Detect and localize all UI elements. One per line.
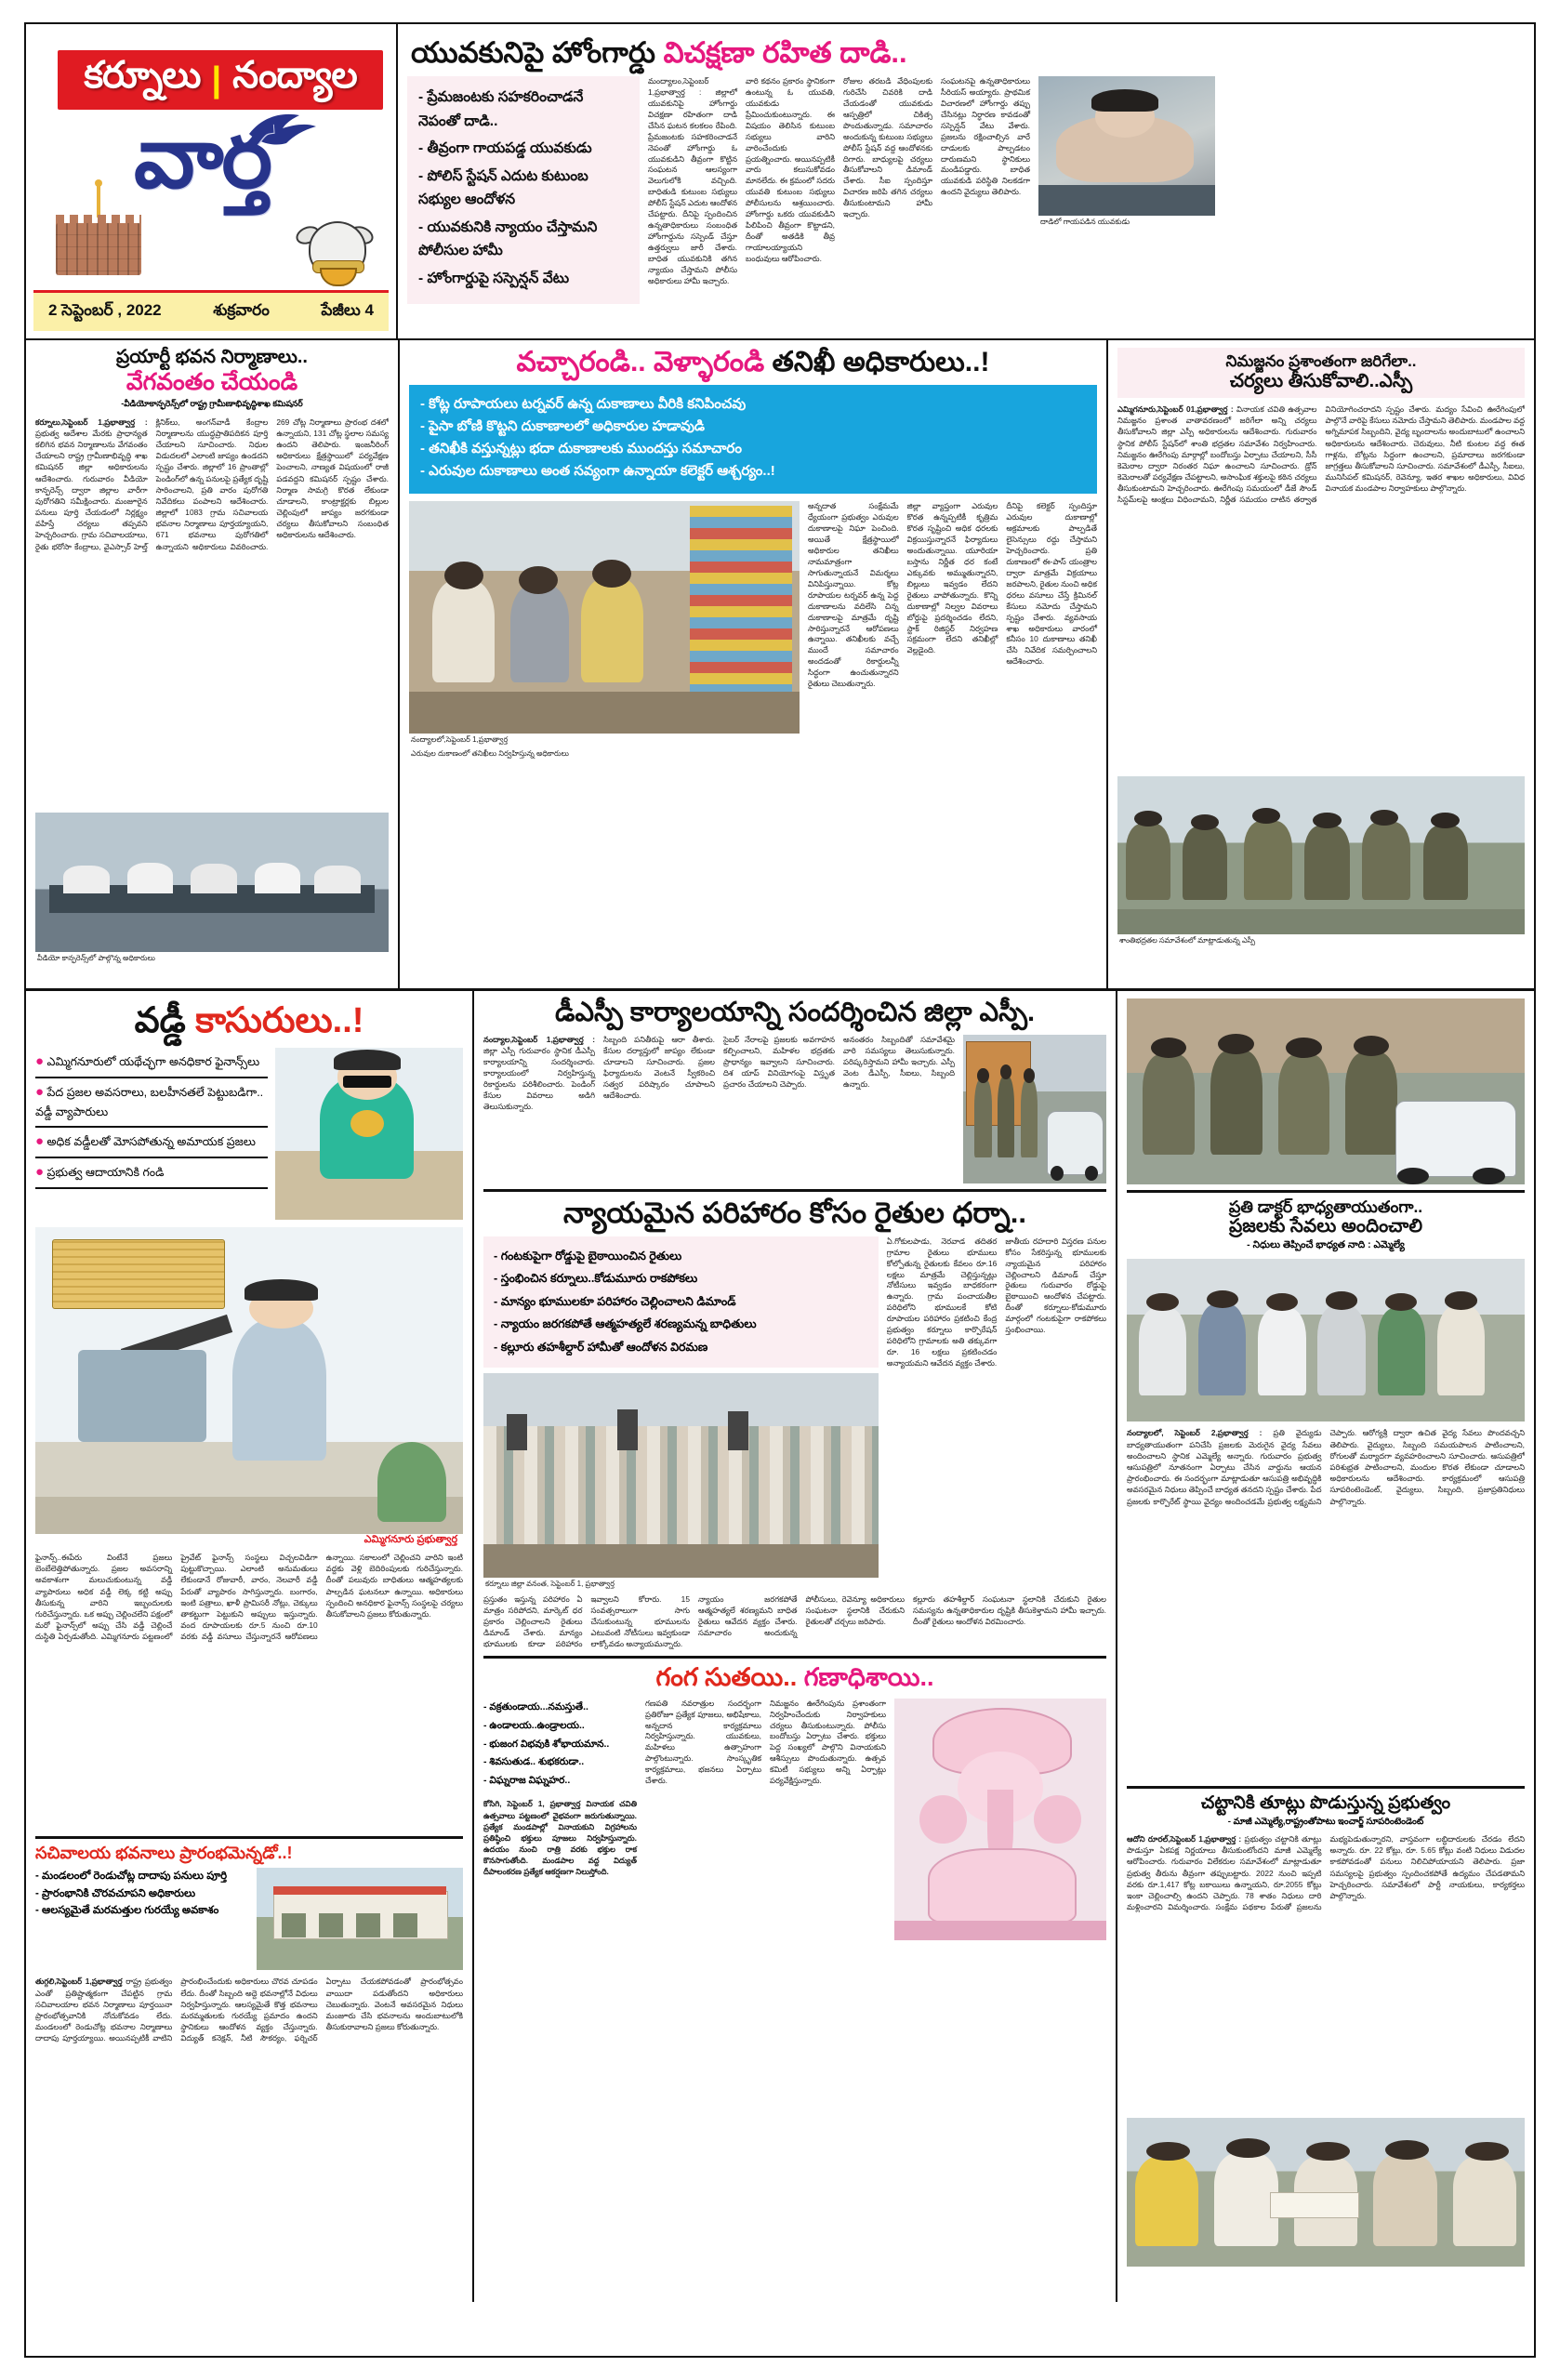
left-column-lower <box>26 991 472 2302</box>
center-headline-part2: తనిఖీ అధికారులు..! <box>772 347 990 377</box>
left-kicker: ప్రయార్టీ భవన నిర్మాణాలు.. <box>116 347 308 367</box>
center-bullet: - కోట్ల రూపాయలు టర్నవర్ ఉన్న దుకాణాలు వీరికి కనిపించవు <box>420 396 747 413</box>
dsp-col-3: సైబర్ నేరాలపై ప్రజలకు అవగాహన కల్పించాలని, మహిళల భద్రతకు ప్రాధాన్యం ఇవ్వాలని సూచించారు. దిశ యాప్ వినియోగంపై విస్తృత ప్రచారం చేయాలని చెప్పారు. <box>723 1035 835 1089</box>
ganga-col-3: నిమజ్జనం ఊరేగింపును ప్రశాంతంగా నిర్వహించేందుకు నిర్వాహకులు చర్యలు తీసుకుంటున్నారు. పోలీసు బందోబస్తు ఏర్పాటు చేశారు. భక్తులు పెద్ద సంఖ్యలో పాల్గొని వినాయకుని ఆశీస్సులు పొందుతున్నారు. ఉత్సవ కమిటీ సభ్యులు అన్ని ఏర్పాట్లు పర్యవేక్షిస్తున్నారు. <box>770 1698 886 1786</box>
divider <box>483 1656 1106 1659</box>
lead-bullet: - తీవ్రంగా గాయపడ్డ యువకుడు <box>418 140 592 157</box>
dsp-col-2: సిబ్బంది పనితీరుపై ఆరా తీశారు. కేసుల దర్యాప్తులో జాప్యం లేకుండా చూడాలని సూచించారు. ప్రజల ఫిర్యాదులను వెంటనే స్వీకరించి సత్వర పరిష్కారం చూపాలని ఆదేశించారు. <box>603 1035 715 1100</box>
law-photo <box>1127 2118 1525 2267</box>
page-count: పేజీలు 4 <box>321 300 374 319</box>
doctor-subhead: - నిధులు తెప్పించే భాధ్యత నాది : ఎమ్మెల్యే <box>1247 1239 1405 1251</box>
center-col-3: దీనిపై కలెక్టర్ స్పందిస్తూ ఎరువుల దుకాణాల్లో అక్రమాలకు పాల్పడితే లైసెన్సులు రద్దు చేస్తామని హెచ్చరించారు. ప్రతి దుకాణంలో ఈ-పాస్ యంత్రాల ద్వారా మాత్రమే విక్రయాలు జరపాలని, రైతుల నుంచి అధిక ధరలు వసూలు చేస్తే క్రిమినల్ కేసులు నమోదు చేస్తామని స్పష్టం చేశారు. వ్యవసాయ శాఖ అధికారులు వారంలో కనీసం 10 దుకాణాలు తనిఖీ చేసి నివేదిక సమర్పించాలని ఆదేశించారు. <box>1006 501 1097 667</box>
farmers-col-2: ప్రస్తుతం ఇస్తున్న పరిహారం ఏ మాత్రం సరిపోదని, మార్కెట్ ధర ప్రకారం చెల్లించాలని రైతులు డిమాండ్ చేశారు. మాన్యం భూములకు కూడా పరిహారం ఇవ్వాలని కోరారు. 15 సంవత్సరాలుగా సాగు చేసుకుంటున్న భూములను ఎటువంటి నోటీసులు ఇవ్వకుండా లాక్కోవడం అన్యాయమన్నారు. <box>483 1593 690 1648</box>
farmers-bullet: - కల్లూరు తహశీల్దార్ హామీతో ఆందోళన విరమణ <box>494 1340 708 1354</box>
lead-col-4: సంఘటనపై ఉన్నతాధికారులు సీరియస్ అయ్యారు. ప్రాథమిక విచారణలో హోంగార్డు తప్పు చేసినట్లు నిర్ధారణ కావడంతో సస్పెన్షన్ వేటు వేశారు. ప్రజలను రక్షించాల్సిన వారే దాడులకు పాల్పడటం దారుణమని స్థానికులు మండిపడ్డారు. బాధిత యువకుడి పరిస్థితి నిలకడగా ఉందని వైద్యులు తెలిపారు. <box>941 76 1030 197</box>
dsp-col-4: అనంతరం సిబ్బందితో సమావేశమై వారి సమస్యలు తెలుసుకున్నారు. పరిష్కరిస్తామని హామీ ఇచ్చారు. ఎస్పీ వెంట డీఎస్పీ, సీఐలు, సిబ్బంది ఉన్నారు. <box>843 1035 955 1089</box>
ganga-col-2: గణపతి నవరాత్రుల సందర్భంగా ప్రతిరోజూ ప్రత్యేక పూజలు, అభిషేకాలు, అన్నదాన కార్యక్రమాలు నిర్వహిస్తున్నారు. యువకులు, మహిళలు ఉత్సాహంగా పాల్గొంటున్నారు. సాంస్కృతిక కార్యక్రమాలు, భజనలు ఏర్పాటు చేశారు. <box>645 1698 761 1786</box>
interest-bullet-row: ● పేద ప్రజల అవసరాలు, బలహీనతలే పెట్టుబడిగా.. వడ్డీ వ్యాపారులు <box>35 1078 268 1128</box>
inspection-story <box>400 340 1106 988</box>
farmers-bullet-box <box>483 1236 879 1368</box>
left-body-text: ప్రభుత్వ ఆదేశాల మేరకు ప్రాధాన్యత కలిగిన భవన నిర్మాణాలను వేగవంతం చేయాలని రాష్ట్ర గ్రామీణాభివృద్ధి శాఖ కమిషనర్ జిల్లా అధికారులను ఆదేశించారు. గురువారం వీడియో కాన్ఫరెన్స్ ద్వారా జిల్లాల వారీగా పురోగతిని సమీక్షించారు. మంజూరైన పనులు పూర్తి చేయడంలో నిర్లక్ష్యం వహిస్తే చర్యలు తప్పవని హెచ్చరించారు. గ్రామ సచివాలయాలు, రైతు భరోసా కేంద్రాలు, వైఎస్సార్ హెల్త్ క్లినిక్‌లు, అంగన్‌వాడీ కేంద్రాల నిర్మాణాలను యుద్ధప్రాతిపదికన పూర్తి చేయాలని సూచించారు. నిధుల విడుదలలో ఎలాంటి జాప్యం ఉండదని స్పష్టం చేశారు. జిల్లాలో 16 ప్రాంతాల్లో పెండింగ్‌లో ఉన్న పనులపై ప్రత్యేక దృష్టి సారించాలని, ప్రతి వారం పురోగతి నివేదికలు పంపాలని ఆదేశించారు. జిల్లాలో 1083 గ్రామ సచివాలయ భవనాల నిర్మాణాలు పూర్తయ్యాయని, 671 భవనాలు పురోగతిలో ఉన్నాయని అధికారులు వివరించారు. 269 చోట్ల నిర్మాణాలు ప్రారంభ దశలో ఉన్నాయని, 131 చోట్ల స్థలాల సమస్య ఉందని తెలిపారు. ఇంజనీరింగ్ అధికారులు క్షేత్రస్థాయిలో పర్యవేక్షణ పెంచాలని, నాణ్యత విషయంలో రాజీ పడవద్దని కమిషనర్ స్పష్టం చేశారు. నిర్మాణ సామగ్రి కొరత లేకుండా చూడాలని, కాంట్రాక్టర్లకు బిల్లుల చెల్లింపులో జాప్యం జరగకుండా చర్యలు తీసుకోవాలని సంబంధిత అధికారులను ఆదేశించారు. <box>35 416 389 551</box>
lead-col-3: రోజుల తరబడి వేధింపులకు గురిచేసి చివరికి దాడి చేయడంతో యువకుడు ఆస్పత్రిలో చికిత్స పొందుతున్నాడు. సమాచారం అందుకున్న కుటుంబ సభ్యులు పోలీస్ స్టేషన్ వద్ద ఆందోళనకు దిగారు. బాధ్యులపై చర్యలు తీసుకోవాలని డిమాండ్ చేశారు. సీఐ స్పందిస్తూ విచారణ జరిపి తగిన చర్యలు తీసుకుంటామని హామీ ఇచ్చారు. <box>843 76 932 219</box>
lead-bullet-box <box>407 76 640 304</box>
farmers-photo-caption: కర్నూలు జిల్లా వనంత, సెప్టెంబర్ 1, ప్రభాత్వార్త <box>485 1579 615 1588</box>
farmers-side-col: ఏ.గోకులపాడు, నెరవాడ తదితర గ్రామాల రైతులు భూములు కోల్పోతున్న రైతులకు కేవలం రూ.16 లక్షలు మాత్రమే చెల్లిస్తున్నట్లు నోటీసులు ఇవ్వడం బాధకరంగా ఉన్నారు. గ్రామ పంచాయతీల పరిధిలోని భూములకే కోటి రూపాయల పరిహారం ప్రకటించి కేంద్ర ప్రభుత్వం కర్నూలు కార్పొరేషన్ పరిధిలోని గ్రామాలకు అతి తక్కువగా రూ. 16 లక్షలు ప్రకటించడం అన్యాయమని ఆవేదన వ్యక్తం చేశారు. <box>886 1236 998 1368</box>
issue-date: 2 సెప్టెంబర్ , 2022 <box>48 300 162 319</box>
masthead-wordmark-area <box>32 110 390 296</box>
interest-body: ఫైనాన్స్..ఈపేరు వింటేనే ప్రజలు బెంబేలెత్తిపోతున్నారు. ప్రజల అవసరాన్ని అవకాశంగా మలుచుకుంటున్న వడ్డీ వ్యాపారులు అధిక వడ్డీ లెక్క కట్టి అప్పు తీసుకున్న వారిని ఇబ్బందులకు గురిచేస్తున్నారు. ఒక అప్పు చెల్లించలేని పక్షంలో మరో ఫైనాన్స్‌లో అప్పు చేసి వడ్డీ చెల్లించే దుస్థితి ఏర్పడుతోంది. ఎమ్మిగనూరు పట్టణంలో ప్రైవేట్ ఫైనాన్స్ సంస్థలు విచ్చలవిడిగా పుట్టుకొచ్చాయి. ఎలాంటి అనుమతులు లేకుండానే రోజువారీ, వారం, నెలవారీ వడ్డీ పేరుతో వ్యాపారం సాగిస్తున్నారు. బంగారం, ఇంటి పత్రాలు, ఖాళీ ప్రామిసరీ నోట్లు, చెక్కులు తాకట్టుగా పెట్టుకుని అప్పులు ఇస్తున్నారు. వంద రూపాయలకు రూ.5 నుంచి రూ.10 వరకు వడ్డీ వసూలు చేస్తున్నారనే ఆరోపణలు ఉన్నాయి. సకాలంలో చెల్లించని వారిని ఇంటి వద్దకు వెళ్లి బెదిరింపులకు గురిచేస్తున్నారు. దీంతో పలువురు బాధితులు ఆత్మహత్యలకు పాల్పడిన ఘటనలూ ఉన్నాయి. అధికారులు స్పందించి అనధికార ఫైనాన్స్ సంస్థలపై చర్యలు తీసుకోవాలని ప్రజలు కోరుతున్నారు. <box>35 1553 463 1642</box>
ganga-dateline: కోసిగి, సెప్టెంబర్ 1, ప్రభాత్వార్త <box>483 1799 581 1809</box>
doctor-photo <box>1127 1259 1525 1421</box>
doctor-kicker: ప్రతి డాక్టర్ భాధ్యతాయుతంగా.. <box>1228 1197 1423 1216</box>
doctor-headline: ప్రజలకు సేవలు అందించాలి <box>1229 1215 1422 1236</box>
farmers-col-4: కల్లూరు తహశీల్దార్ సంఘటనా స్థలానికి చేరుకుని రైతుల సమస్యను ఉన్నతాధికారుల దృష్టికి తీసుకెళ్తామని హామీ ఇచ్చారు. దీంతో రైతులు ఆందోళన విరమించారు. <box>913 1593 1106 1626</box>
sp-visit-photo <box>1127 998 1525 1184</box>
masthead-branding <box>26 24 398 338</box>
dateline-bar <box>33 290 389 331</box>
dsp-dateline: నంద్యాల,సెప్టెంబర్ 1,ప్రభాత్వార్త : <box>483 1035 595 1045</box>
divider <box>1127 1786 1525 1789</box>
right-dateline: ఎమ్మిగనూరు,సెప్టెంబర్ 01,ప్రభాత్వార్త : <box>1117 403 1234 414</box>
left-subhead: -వీడియోకాన్ఫరెన్స్‌లో రాష్ట్ర గ్రామీణాభివృద్ధిశాఖ కమిషనర్ <box>121 398 303 408</box>
farmers-headline: న్యాయమైన పరిహారం కోసం రైతుల ధర్నా.. <box>563 1197 1026 1230</box>
interest-cartoon <box>35 1227 463 1534</box>
dsp-photo <box>963 1035 1106 1183</box>
ganga-bullet: - భుజంగ విభవుకి శోభాయమాన.. <box>483 1738 610 1750</box>
divider <box>1127 1190 1525 1193</box>
center-bullet: - తనిఖీకి వస్తున్నట్లు భదా దుకాణాలకు ముందస్తు సమాచారం <box>420 441 742 457</box>
immersion-story <box>1108 340 1534 988</box>
right-photo-caption: శాంతిభద్రతల సమావేశంలో మాట్లాడుతున్న ఎస్పీ <box>1119 935 1256 945</box>
law-headline: చట్టానికి తూట్లు పొడుస్తున్న ప్రభుత్వం <box>1200 1793 1451 1814</box>
interest-bullet: పేద ప్రజల అవసరాలు, బలహీనతలే పెట్టుబడిగా.. వడ్డీ వ్యాపారులు <box>35 1086 264 1118</box>
ganga-headline <box>483 1664 1106 1691</box>
lead-bullet: - యువకునికి న్యాయం చేస్తామని పోలీసుల హామీ <box>418 218 598 259</box>
farmers-bullet: - స్తంభించిన కర్నూలు..కోడుమూరు రాకపోకలు <box>494 1272 698 1286</box>
ganga-bullet: - విఘ్నరాజ విఘ్నహర.. <box>483 1775 571 1787</box>
farmers-bullet: - న్యాయం జరగకపోతే ఆత్మహత్యలే శరణ్యమన్న బాధితులు <box>494 1317 757 1331</box>
farmers-bullet: - మాన్యం భూములకూ పరిహారం చెల్లించాలని డిమాండ్ <box>494 1294 736 1308</box>
masthead <box>26 24 1534 340</box>
interest-headline-part2: కాసురులు..! <box>195 1001 364 1040</box>
center-photo-wrap <box>409 501 800 745</box>
center-headline <box>409 348 1097 377</box>
dsp-col-1-text: జిల్లా ఎస్పీ గురువారం స్థానిక డీఎస్పీ కార్యాలయాన్ని సందర్శించారు. కార్యాలయంలో నిర్వహిస్తున్న రికార్డులను పరిశీలించారు. పెండింగ్ కేసుల వివరాలు అడిగి తెలుసుకున్నారు. <box>483 1046 595 1111</box>
interest-bullet-row: ● ఎమ్మిగనూరులో యథేచ్ఛగా అనధికార ఫైనాన్స్‌లు <box>35 1048 268 1078</box>
edition-left: కర్నూలు <box>84 54 201 96</box>
law-subhead: - మాజీ ఎమ్మెల్యే,రాష్ట్రంతోపాటు ఇంచార్జ్ సూపరింటెండెంట్ <box>1227 1817 1424 1827</box>
lead-headline-part1: యువకునిపై హోంగార్డు <box>411 36 664 69</box>
interest-bullet: ప్రభుత్వ ఆదాయానికి గండి <box>46 1166 165 1180</box>
ganga-headline-part1: గంగ సుతయి.. <box>655 1662 804 1691</box>
farmers-bullet: - గంటకుపైగా రోడ్డుపై బైఠాయించిన రైతులు <box>494 1249 682 1263</box>
lead-photo <box>1038 76 1215 216</box>
center-col-2: జిల్లా వ్యాప్తంగా ఎరువుల కొరత ఉన్నప్పటికీ కృత్రిమ కొరత సృష్టించి అధిక ధరలకు విక్రయిస్తున్నారనే ఫిర్యాదులు అందుతున్నాయి. యూరియా బస్తాను నిర్ణీత ధర కంటే ఎక్కువకు అమ్ముతున్నారని, బిల్లులు ఇవ్వడం లేదని రైతులు వాపోతున్నారు. కొన్ని దుకాణాల్లో నిల్వల వివరాలు బోర్డుపై ప్రదర్శించడం లేదని, స్టాక్ రిజిస్టర్ నిర్వహణ సక్రమంగా లేదని తనిఖీల్లో వెల్లడైంది. <box>906 501 998 655</box>
interest-bullet: అధిక వడ్డీలతో మోసపోతున్న అమాయక ప్రజలు <box>46 1134 256 1148</box>
dsp-headline: డీఎస్పీ కార్యాలయాన్ని సందర్శించిన జిల్లా ఎస్పీ. <box>554 998 1036 1027</box>
sachivalayam-bullet: - ప్రారంభానికి చొరవచూపని అధికారులు <box>35 1887 196 1899</box>
interest-headline <box>35 1002 463 1040</box>
center-bullet-box <box>409 385 1097 494</box>
center-photo-caption: నంద్యాలలో,సెప్టెంబర్ 1,ప్రభాత్వార్త <box>411 735 509 745</box>
interest-headline-part1: వడ్డీ <box>134 1001 196 1040</box>
right-body-text: వినాయక చవితి ఉత్సవాల నిమజ్జనం ప్రశాంత వాతావరణంలో జరిగేలా అన్ని చర్యలు తీసుకోవాలని జిల్లా ఎస్పీ అధికారులను ఆదేశించారు. గురువారం స్థానిక పోలీస్ స్టేషన్‌లో శాంతి భద్రతల సమావేశం నిర్వహించారు. నిమజ్జనం ఊరేగింపు మార్గాల్లో బందోబస్తు ఏర్పాటు చేయాలని, సీసీ కెమెరాల ద్వారా నిరంతర నిఘా ఉంచాలని సూచించారు. డ్రోన్ కెమెరాలతో పర్యవేక్షణ చేపట్టాలని, అసాంఘిక శక్తులపై కఠిన చర్యలు తీసుకుంటామని హెచ్చరించారు. ఊరేగింపు సమయంలో డీజే సౌండ్ సిస్టమ్‌లపై ఆంక్షలు విధించామని, నిర్ణీత సమయం దాటిన తర్వాత వినియోగించరాదని స్పష్టం చేశారు. మద్యం సేవించి ఊరేగింపులో పాల్గొనే వారిపై కేసులు నమోదు చేస్తామని తెలిపారు. మండపాల వద్ద అగ్నిమాపక సిబ్బందిని, వైద్య బృందాలను అందుబాటులో ఉంచాలని అధికారులను ఆదేశించారు. చెరువులు, నీటి కుంటల వద్ద ఈత గాళ్లను, బోట్లను సిద్ధంగా ఉంచాలని, ప్రమాదాలు జరగకుండా జాగ్రత్తలు తీసుకోవాలని సూచించారు. సమావేశంలో డీఎస్పీ, సీఐలు, మునిసిపల్ కమిషనర్, రెవెన్యూ, ఇతర శాఖల అధికారులు, వివిధ వినాయక మండపాల నిర్వాహకులు పాల్గొన్నారు. <box>1117 403 1525 505</box>
ganga-headline-part2: గణాధిశాయి.. <box>803 1662 934 1691</box>
nandi-icon <box>290 197 379 286</box>
farmers-col-1: జాతీయ రహదారి విస్తరణ పనుల కోసం సేకరిస్తున్న భూములకు న్యాయమైన పరిహారం చెల్లించాలని డిమాండ్ చేస్తూ రైతులు గురువారం రోడ్డుపై బైఠాయించి ఆందోళన చేపట్టారు. దీంతో కర్నూలు-కోడుమూరు మార్గంలో గంటకుపైగా రాకపోకలు స్తంభించాయి. <box>1005 1236 1106 1335</box>
sachivalayam-dateline: తుగ్గలి,సెప్టెంబర్ 1,ప్రభాత్వార్త <box>35 1977 123 1987</box>
masthead-edition-bar <box>58 50 383 110</box>
divider <box>35 1836 463 1839</box>
center-col-1: అన్నదాత సంక్షేమమే ధ్యేయంగా ప్రభుత్వం ఎరువుల దుకాణాలపై నిఘా పెంచింది. అయితే క్షేత్రస్థాయిలో అధికారుల తనిఖీలు నామమాత్రంగా సాగుతున్నాయనే విమర్శలు వినిపిస్తున్నాయి. కోట్ల రూపాయల టర్నవర్ ఉన్న పెద్ద దుకాణాలను వదిలేసి చిన్న దుకాణాలపై మాత్రమే దృష్టి సారిస్తున్నారనే ఆరోపణలు ఉన్నాయి. తనిఖీలకు వచ్చే ముందే సమాచారం అందడంతో రికార్డులన్నీ సిద్ధంగా ఉంచుతున్నారని రైతులు చెబుతున్నారు. <box>807 501 899 689</box>
issue-day: శుక్రవారం <box>213 300 270 319</box>
left-body <box>35 416 389 807</box>
left-headline: వేగవంతం చేయండి <box>126 368 298 395</box>
ganga-col-1: వినాయక చవితి ఉత్సవాలు పట్టణంలో వైభవంగా జరుగుతున్నాయి. ప్రత్యేక మండపాల్లో వినాయకుని విగ్రహాలను ప్రతిష్ఠించి భక్తులు పూజలు నిర్వహిస్తున్నారు. ఉదయం నుంచి రాత్రి వరకు భక్తుల రాక కొనసాగుతోంది. మండపాల వద్ద విద్యుత్ దీపాలంకరణ ప్రత్యేక ఆకర్షణగా నిలుస్తోంది. <box>483 1799 637 1877</box>
doctor-body <box>1127 1427 1525 1780</box>
lead-bullet: - హోంగార్డుపై సస్పెన్షన్ వేటు <box>418 271 570 287</box>
lead-col-2: వారి కథనం ప్రకారం స్థానికంగా ఉంటున్న ఓ యువతి, యువకుడు ప్రేమించుకుంటున్నారు. ఈ విషయం తెలిసిన కుటుంబ సభ్యులు వారిని వారించేందుకు ప్రయత్నించారు. అయినప్పటికీ వారు కలుసుకోవడం మానలేదు. ఈ క్రమంలో సదరు యువతి కుటుంబ సభ్యులు పోలీసులను ఆశ్రయించారు. హోంగార్డు ఒకరు యువకుడిని పిలిపించి తీవ్రంగా కొట్టాడని, దీంతో అతడికి తీవ్ర గాయాలయ్యాయని బంధువులు ఆరోపించారు. <box>746 76 835 263</box>
ganga-bullet: - వక్రతుండాయ...నమస్తుతే.. <box>483 1700 588 1712</box>
farmers-photo <box>483 1373 879 1578</box>
doctor-dateline: నంద్యాలలో, సెప్టెంబర్ 2,ప్రభాత్వార్త : <box>1127 1428 1263 1438</box>
ganesh-idol-photo <box>894 1699 1106 1940</box>
right-photo <box>1117 776 1525 934</box>
lead-col-1: మంద్యాలం,సెప్టెంబర్ 1,ప్రభాత్వార్త : జిల్లాలో యువకునిపై హోంగార్డు విచక్షణా రహితంగా దాడి చేసిన ఘటన కలకలం రేపింది. ప్రేమజంటకు సహకరించాడనే నెపంతో హోంగార్డు ఓ యువకుడిని తీవ్రంగా కొట్టిన సంఘటన ఆలస్యంగా వెలుగులోకి వచ్చింది. బాధితుడి కుటుంబ సభ్యులు పోలీస్ స్టేషన్ ఎదుట ఆందోళన చేపట్టారు. దీనిపై స్పందించిన ఉన్నతాధికారులు సంబంధిత హోంగార్డును సస్పెండ్ చేస్తూ ఉత్తర్వులు జారీ చేశారు. బాధిత యువకునికి తగిన న్యాయం చేస్తామని పోలీసు అధికారులు హామీ ఇచ్చారు. <box>648 76 737 285</box>
sachivalayam-bullet: - మండలంలో రెండుచోట్ల దాదాపు పనులు పూర్తి <box>35 1871 228 1883</box>
lead-headline <box>411 37 1525 69</box>
law-body <box>1127 1833 1525 2112</box>
interest-illustration-top <box>275 1048 463 1220</box>
lead-bullet: - ప్రేమజంటకు సహకరించాడనే నెపంతో దాడి.. <box>418 89 584 129</box>
divider <box>483 1189 1106 1192</box>
center-bullet: - ఎరువుల దుకాణాలు అంత సవ్యంగా ఉన్నాయా కలెక్టర్ ఆశ్చర్యం..! <box>420 463 775 480</box>
sachivalayam-body-text: రాష్ట్ర ప్రభుత్వం ఎంతో ప్రతిష్టాత్మకంగా చేపట్టిన గ్రామ సచివాలయాల భవన నిర్మాణాలు పూర్తయినా ప్రారంభోత్సవానికి నోచుకోవడం లేదు. మండలంలో రెండుచోట్ల భవనాల నిర్మాణాలు దాదాపు పూర్తయ్యాయి. అయినప్పటికీ వాటిని ప్రారంభించేందుకు అధికారులు చొరవ చూపడం లేదు. దీంతో సిబ్బంది అద్దె భవనాల్లోనే విధులు నిర్వహిస్తున్నారు. ఆలస్యమైతే కొత్త భవనాలు మరమ్మతులకు గురయ్యే ప్రమాదం ఉందని స్థానికులు ఆందోళన వ్యక్తం చేస్తున్నారు. విద్యుత్ కనెక్షన్, నీటి సౌకర్యం, ఫర్నిచర్ ఏర్పాటు చేయకపోవడంతో ప్రారంభోత్సవం వాయిదా పడుతోందని అధికారులు చెబుతున్నారు. వెంటనే అవసరమైన నిధులు మంజూరు చేసి భవనాలను అందుబాటులోకి తీసుకురావాలని ప్రజలు కోరుతున్నారు. <box>35 1977 463 2043</box>
ganga-bullet: - ఉండాలయ..ఉండ్రాలయ.. <box>483 1719 585 1731</box>
left-photo <box>35 813 389 952</box>
dsp-col-1 <box>483 1035 595 1183</box>
wordmark: వార్త <box>134 111 271 205</box>
fort-icon <box>56 195 141 275</box>
right-headline: చర్యలు తీసుకోవాలి..ఎస్పీ <box>1229 371 1413 392</box>
sachivalayam-headline: సచివాలయ భవనాలు ప్రారంభమెన్నడో..! <box>35 1844 293 1863</box>
sachivalayam-body <box>35 1976 463 2245</box>
ganga-bullets <box>483 1699 637 1940</box>
lead-photo-caption: దాడిలో గాయపడిన యువకుడు <box>1040 218 1130 227</box>
middle-column-lower <box>474 991 1116 2302</box>
edition-separator: | <box>211 60 222 99</box>
priority-buildings-story <box>26 340 398 988</box>
right-kicker: నిమజ్జనం ప్రశాంతంగా జరిగేలా.. <box>1225 352 1417 370</box>
lead-bullet: - పోలిస్ స్టేషన్ ఎదుట కుటుంబ సభ్యుల ఆందోళన <box>418 167 588 208</box>
sachivalayam-bullets <box>35 1868 249 1970</box>
interest-bullets <box>35 1048 268 1220</box>
block-three <box>26 991 1534 2302</box>
left-dateline: కర్నూలు,సెప్టెంబర్ 1,ప్రభాత్వార్త : <box>35 416 148 427</box>
left-photo-caption: వీడియో కాన్ఫరెన్స్‌లో పాల్గొన్న అధికారులు <box>37 953 155 962</box>
ganga-bullet: - శివసుతుడ.. శుభకరుడా.. <box>483 1756 585 1768</box>
law-body-text: ప్రభుత్వం చట్టానికి తూట్లు పొడుస్తూ ఏకపక్ష నిర్ణయాలు తీసుకుంటోందని మాజీ ఎమ్మెల్యే ఆరోపించారు. గురువారం విలేకరుల సమావేశంలో మాట్లాడుతూ ప్రభుత్వ తీరును తీవ్రంగా తప్పుబట్టారు. 2022 నుంచి ఇప్పటి వరకు రూ.1,417 కోట్ల బకాయిలు ఉన్నాయని, రూ.2055 కోట్లు ఇంకా చెల్లించాల్సి ఉందని చెప్పారు. 78 శాతం నిధులు దారి మళ్లించారని విమర్శించారు. సంక్షేమ పథకాల పేరుతో ప్రజలను మభ్యపెడుతున్నారని, వాస్తవంగా లబ్ధిదారులకు చేరడం లేదని అన్నారు. రూ. 22 కోట్లు, రూ. 5.65 కోట్లు వంటి నిధులు విడుదల కాకపోవడంతో పనులు నిలిచిపోయాయని తెలిపారు. ప్రజా సమస్యలపై ప్రభుత్వం స్పందించకపోతే ఉద్యమం చేపడతామని హెచ్చరించారు. సమావేశంలో పార్టీ నాయకులు, కార్యకర్తలు పాల్గొన్నారు. <box>1127 1834 1525 1912</box>
lead-headline-part2: విచక్షణా రహిత దాడి.. <box>663 36 907 69</box>
cartoon-credit: ఎమ్మిగనూరు ప్రభుత్వార్త <box>364 1534 457 1546</box>
lead-story <box>398 24 1534 338</box>
law-dateline: ఆదోని రూరల్,సెప్టెంబర్ 1,ప్రభాత్వార్త : <box>1127 1834 1242 1844</box>
doctor-body-text: ప్రతి వైద్యుడు బాధ్యతాయుతంగా పనిచేసి ప్రజలకు మెరుగైన వైద్య సేవలు అందించాలని స్థానిక ఎమ్మెల్యే అన్నారు. గురువారం ప్రభుత్వ ఆసుపత్రిలో నూతనంగా ఏర్పాటు చేసిన వార్డును ఆయన ప్రారంభించారు. ఈ సందర్భంగా మాట్లాడుతూ ఆసుపత్రి అభివృద్ధికి అవసరమైన నిధులు తెప్పించే బాధ్యత తనదని స్పష్టం చేశారు. పేద ప్రజలకు కార్పొరేట్ స్థాయి వైద్యం అందించడమే ప్రభుత్వ లక్ష్యమని చెప్పారు. ఆరోగ్యశ్రీ ద్వారా ఉచిత వైద్య సేవలు పొందవచ్చని తెలిపారు. వైద్యులు, సిబ్బంది సమయపాలన పాటించాలని, రోగులతో మర్యాదగా వ్యవహరించాలని సూచించారు. ఆసుపత్రిలో పరిశుభ్రత పాటించాలని, మందుల కొరత లేకుండా చూడాలని అధికారులను ఆదేశించారు. కార్యక్రమంలో ఆసుపత్రి సూపరింటెండెంట్, వైద్యులు, సిబ్బంది, ప్రజాప్రతినిధులు పాల్గొన్నారు. <box>1127 1428 1525 1506</box>
interest-bullet: ఎమ్మిగనూరులో యథేచ్ఛగా అనధికార ఫైనాన్స్‌లు <box>46 1055 260 1069</box>
edition-right: నంద్యాల <box>232 54 357 96</box>
center-caption-2: ఎరువుల దుకాణంలో తనిఖీలు నిర్వహిస్తున్న అధికారులు <box>411 748 569 758</box>
page-frame <box>24 22 1536 2358</box>
interest-bullet-row: ● అధిక వడ్డీలతో మోసపోతున్న అమాయక ప్రజలు <box>35 1128 268 1158</box>
sachivalayam-photo <box>257 1868 463 1970</box>
center-photo <box>409 501 800 734</box>
interest-bullet-row: ● ప్రభుత్వ ఆదాయానికి గండి <box>35 1158 268 1189</box>
farmers-col-3: న్యాయం జరగకపోతే ఆత్మహత్యలే శరణ్యమని బాధిత రైతులు ఆవేదన వ్యక్తం చేశారు. సమాచారం అందుకున్న పోలీసులు, రెవెన్యూ అధికారులు సంఘటనా స్థలానికి చేరుకుని రైతులతో చర్చలు జరిపారు. <box>698 1593 905 1637</box>
right-column-lower <box>1117 991 1534 2302</box>
lead-photo-wrap <box>1038 76 1215 304</box>
sachivalayam-bullet: - ఆలస్యమైతే మరమత్తుల గురయ్యే అవకాశం <box>35 1905 219 1917</box>
center-headline-part1: వచ్చారండి.. వెళ్ళారండి <box>516 347 773 377</box>
block-two <box>26 340 1534 991</box>
right-body <box>1117 403 1525 771</box>
center-bullet: - పైసా బోణి కొట్టని దుకాణాలలో అధికారుల హడావుడి <box>420 418 706 435</box>
